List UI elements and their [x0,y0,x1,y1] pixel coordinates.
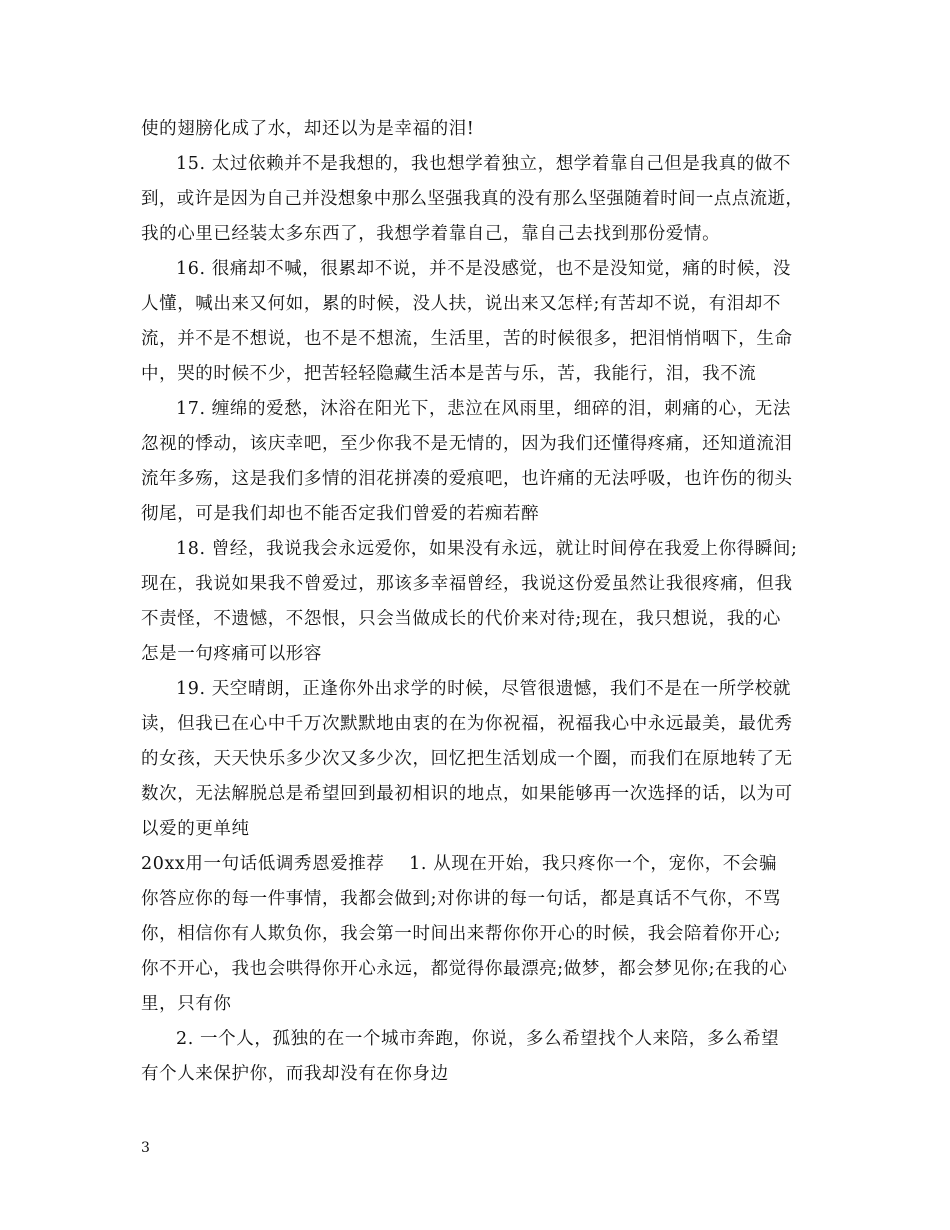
text-line: 2. 一个人，孤独的在一个城市奔跑，你说，多么希望找个人来陪，多么希望 [176,1029,780,1049]
page-number: 3 [141,1140,150,1156]
text-line: 到，或许是因为自己并没想象中那么坚强我真的没有那么坚强随着时间一点点流逝， [141,189,804,209]
text-line: 20xx用一句话低调秀恩爱推荐 1. 从现在开始，我只疼你一个，宠你，不会骗 [141,854,778,874]
text-line: 现在，我说如果我不曾爱过，那该多幸福曾经，我说这份爱虽然让我很疼痛，但我 [141,574,793,594]
text-line: 忽视的悸动，该庆幸吧，至少你我不是无情的，因为我们还懂得疼痛，还知道流泪 [141,434,793,454]
text-line: 中，哭的时候不少，把苦轻轻隐藏生活本是苦与乐，苦，我能行，泪，我不流 [141,364,757,384]
text-line: 的女孩，天天快乐多少次又多少次，回忆把生活划成一个圈，而我们在原地转了无 [141,749,793,769]
text-line: 19. 天空晴朗，正逢你外出求学的时候，尽管很遗憾，我们不是在一所学校就 [176,679,791,699]
text-line: 人懂，喊出来又何如，累的时候，没人扶，说出来又怎样;有苦却不说，有泪却不 [141,294,781,314]
text-line: 以爱的更单纯 [141,819,250,839]
text-line: 数次，无法解脱总是希望回到最初相识的地点，如果能够再一次选择的话，以为可 [141,784,793,804]
text-line: 有个人来保护你，而我却没有在你身边 [141,1064,449,1084]
text-line: 彻尾，可是我们却也不能否定我们曾爱的若痴若醉 [141,504,540,524]
text-line: 使的翅膀化成了水，却还以为是幸福的泪! [141,119,475,139]
text-line: 里，只有你 [141,994,232,1014]
text-line: 17. 缠绵的爱愁，沐浴在阳光下，悲泣在风雨里，细碎的泪，刺痛的心，无法 [176,399,791,419]
text-line: 读，但我已在心中千万次默默地由衷的在为你祝福，祝福我心中永远最美，最优秀 [141,714,793,734]
text-line: 16. 很痛却不喊，很累却不说，并不是没感觉，也不是没知觉，痛的时候，没 [176,259,791,279]
text-line: 怎是一句疼痛可以形容 [141,644,322,664]
text-line: 我的心里已经装太多东西了，我想学着靠自己，靠自己去找到那份爱情。 [141,224,721,244]
text-line: 流年多殇，这是我们多情的泪花拼凑的爱痕吧，也许痛的无法呼吸，也许伤的彻头 [141,469,793,489]
text-line: 你，相信你有人欺负你，我会第一时间出来帮你你开心的时候，我会陪着你开心; [141,924,781,944]
text-line: 15. 太过依赖并不是我想的，我也想学着独立，想学着靠自己但是我真的做不 [176,154,791,174]
text-line: 流，并不是不想说，也不是不想流，生活里，苦的时候很多，把泪悄悄咽下，生命 [141,329,793,349]
text-line: 不责怪，不遗憾，不怨恨，只会当做成长的代价来对待;现在，我只想说，我的心 [141,609,781,629]
text-line: 18. 曾经，我说我会永远爱你，如果没有永远，就让时间停在我爱上你得瞬间; [176,539,798,559]
text-line: 你不开心，我也会哄得你开心永远，都觉得你最漂亮;做梦，都会梦见你;在我的心 [141,959,788,979]
text-line: 你答应你的每一件事情，我都会做到;对你讲的每一句话，都是真话不气你，不骂 [141,889,781,909]
